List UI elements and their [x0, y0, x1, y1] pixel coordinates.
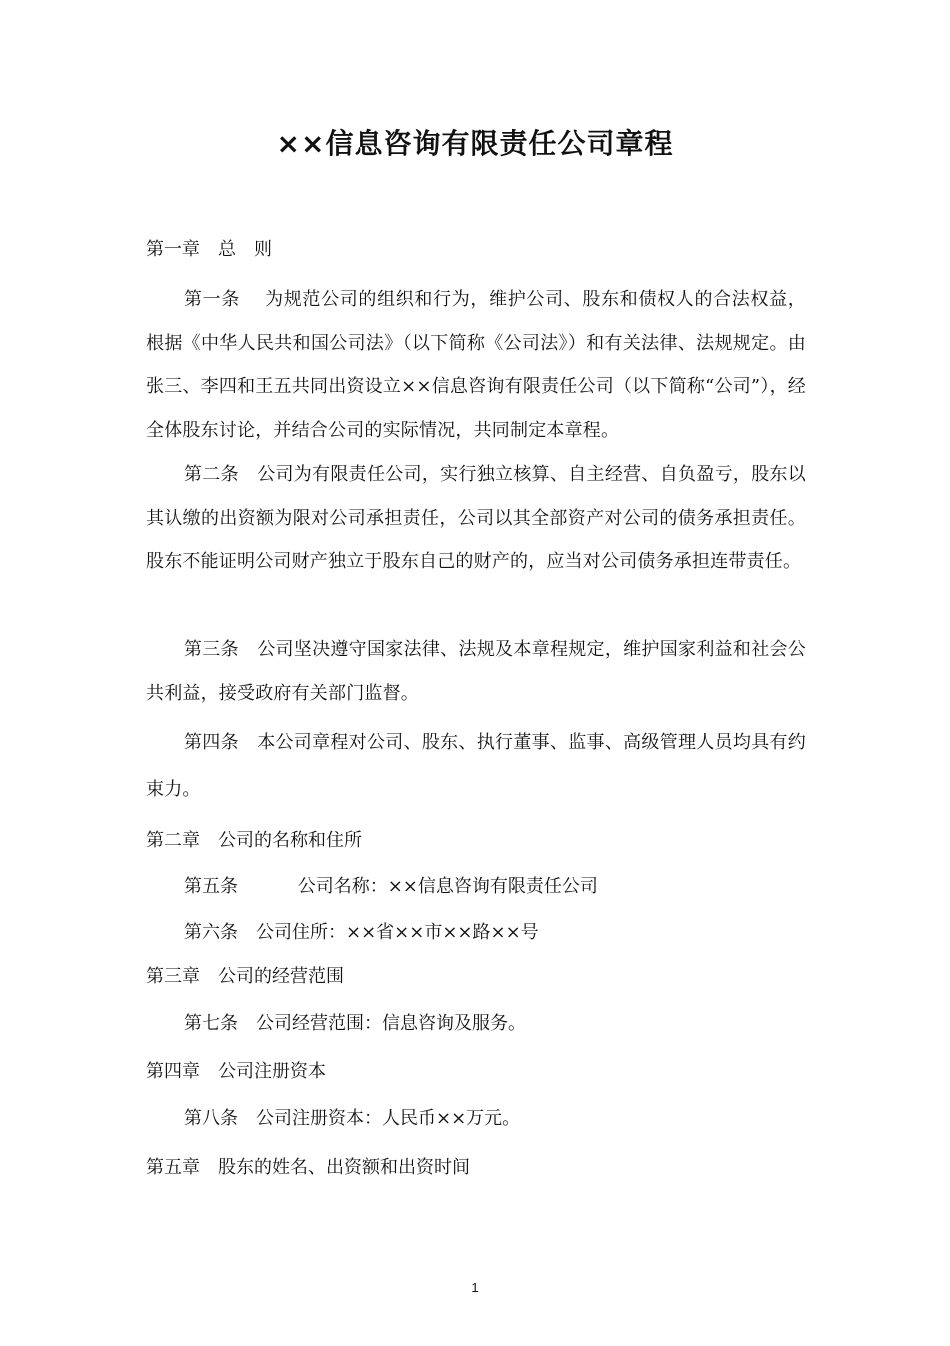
page-number: 1: [471, 1280, 479, 1295]
document-title: ××信息咨询有限责任公司章程: [276, 127, 674, 160]
chapter-heading-4: 第四章 公司注册资本: [146, 1061, 326, 1082]
article-3: 第三条 公司坚决遵守国家法律、法规及本章程规定，维护国家利益和社会公共利益，接受政府有关部门监督。: [146, 639, 806, 704]
article-1: 第一条 为规范公司的组织和行为，维护公司、股东和债权人的合法权益，根据《中华人民共和国公司法》（以下简称《公司法》）和有关法律、法规规定。由张三、李四和王五共同出资设立××信息咨询有限责任公司（以下简称“公司”），经全体股东讨论，并结合公司的实际情况，共同制定本章程。: [146, 289, 806, 442]
chapter-heading-3: 第三章 公司的经营范围: [146, 966, 344, 987]
chapter-heading-2: 第二章 公司的名称和住所: [146, 830, 362, 851]
chapter-heading-5: 第五章 股东的姓名、出资额和出资时间: [146, 1157, 470, 1178]
article-6: 第六条 公司住所：××省××市××路××号: [184, 922, 539, 943]
article-4: 第四条 本公司章程对公司、股东、执行董事、监事、高级管理人员均具有约束力。: [146, 732, 806, 800]
article-2: 第二条 公司为有限责任公司，实行独立核算、自主经营、自负盈亏，股东以其认缴的出资额为限对公司承担责任，公司以其全部资产对公司的债务承担责任。股东不能证明公司财产独立于股东自己的财产的，应当对公司债务承担连带责任。: [146, 464, 806, 573]
article-7: 第七条 公司经营范围：信息咨询及服务。: [184, 1013, 526, 1034]
article-5: 第五条 公司名称：××信息咨询有限责任公司: [184, 876, 598, 897]
article-8: 第八条 公司注册资本：人民币××万元。: [184, 1108, 521, 1129]
chapter-heading-1: 第一章 总 则: [146, 239, 272, 260]
